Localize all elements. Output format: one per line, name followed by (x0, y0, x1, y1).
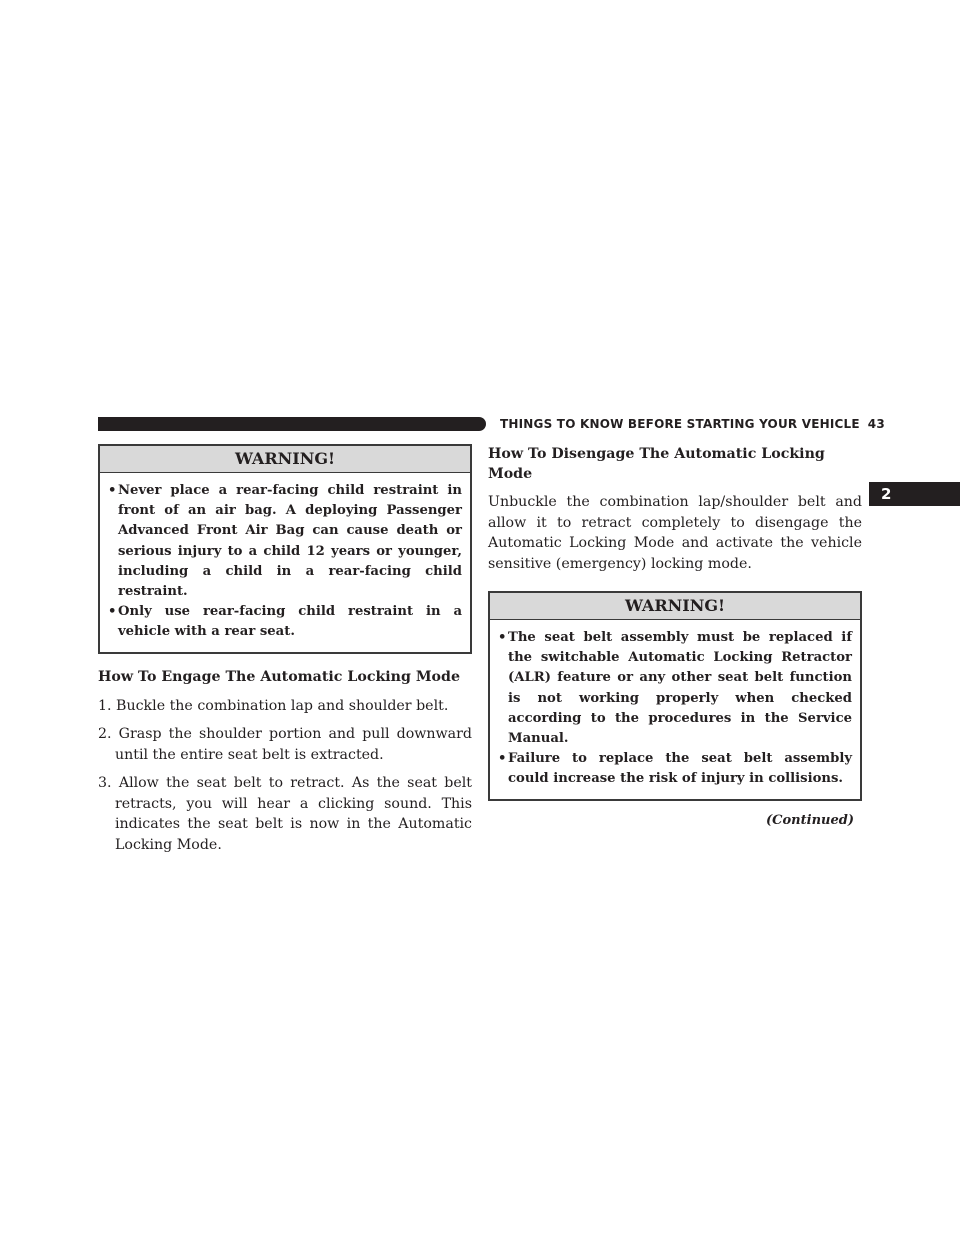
warning-box (488, 591, 862, 801)
steps-list (98, 696, 472, 856)
page-number: 43 (867, 417, 885, 431)
warning-list (100, 473, 470, 652)
step-item: 1. Buckle the combination lap and shoulder belt. (98, 697, 449, 714)
chapter-tab: 2 (869, 482, 960, 506)
warning-title: WARNING! (100, 446, 470, 473)
left-column (98, 444, 472, 863)
bullet-icon: • (498, 630, 507, 645)
body-paragraph: Unbuckle the combination lap/shoulder belt and allow it to retract completely to disengage the Automatic Locking Mode and activate the vehicle sensitive (emergency) locking mode. (488, 494, 862, 572)
bullet-icon: • (498, 751, 507, 767)
warning-item: • Never place a rear-facing child restraint in front of an air bag. A deploying Passenger Advanced Front Air Bag can cause death or serious injury to a child 12 years or younger, including a child in a rear-facing child restraint. (108, 483, 462, 600)
bullet-icon: • (108, 604, 117, 620)
section-heading: How To Engage The Automatic Locking Mode (98, 668, 460, 685)
step-item: 3. Allow the seat belt to retract. As the seat belt retracts, you will hear a clicking sound. This indicates the seat belt is now in the Automatic Locking Mode. (98, 775, 472, 853)
right-column (488, 444, 862, 828)
step-item: 2. Grasp the shoulder portion and pull downward until the entire seat belt is extracted. (98, 726, 472, 763)
warning-box (98, 444, 472, 654)
warning-item: • Only use rear-facing child restraint in a vehicle with a rear seat. (108, 604, 462, 640)
warning-item: • Failure to replace the seat belt assembly could increase the risk of injury in collisions. (498, 751, 852, 787)
warning-list (490, 620, 860, 799)
section-heading: How To Disengage The Automatic Locking Mode (488, 446, 825, 482)
warning-title: WARNING! (490, 593, 860, 620)
continued-note: (Continued) (766, 812, 854, 828)
bullet-icon: • (108, 483, 117, 498)
header-rule (98, 417, 486, 431)
running-header (500, 417, 885, 431)
header-title: THINGS TO KNOW BEFORE STARTING YOUR VEHICLE (500, 417, 860, 431)
warning-item: • The seat belt assembly must be replaced if the switchable Automatic Locking Retractor (ALR) feature or any other seat belt function is not working properly when checked according to the procedures in the Service Manual. (498, 630, 852, 747)
